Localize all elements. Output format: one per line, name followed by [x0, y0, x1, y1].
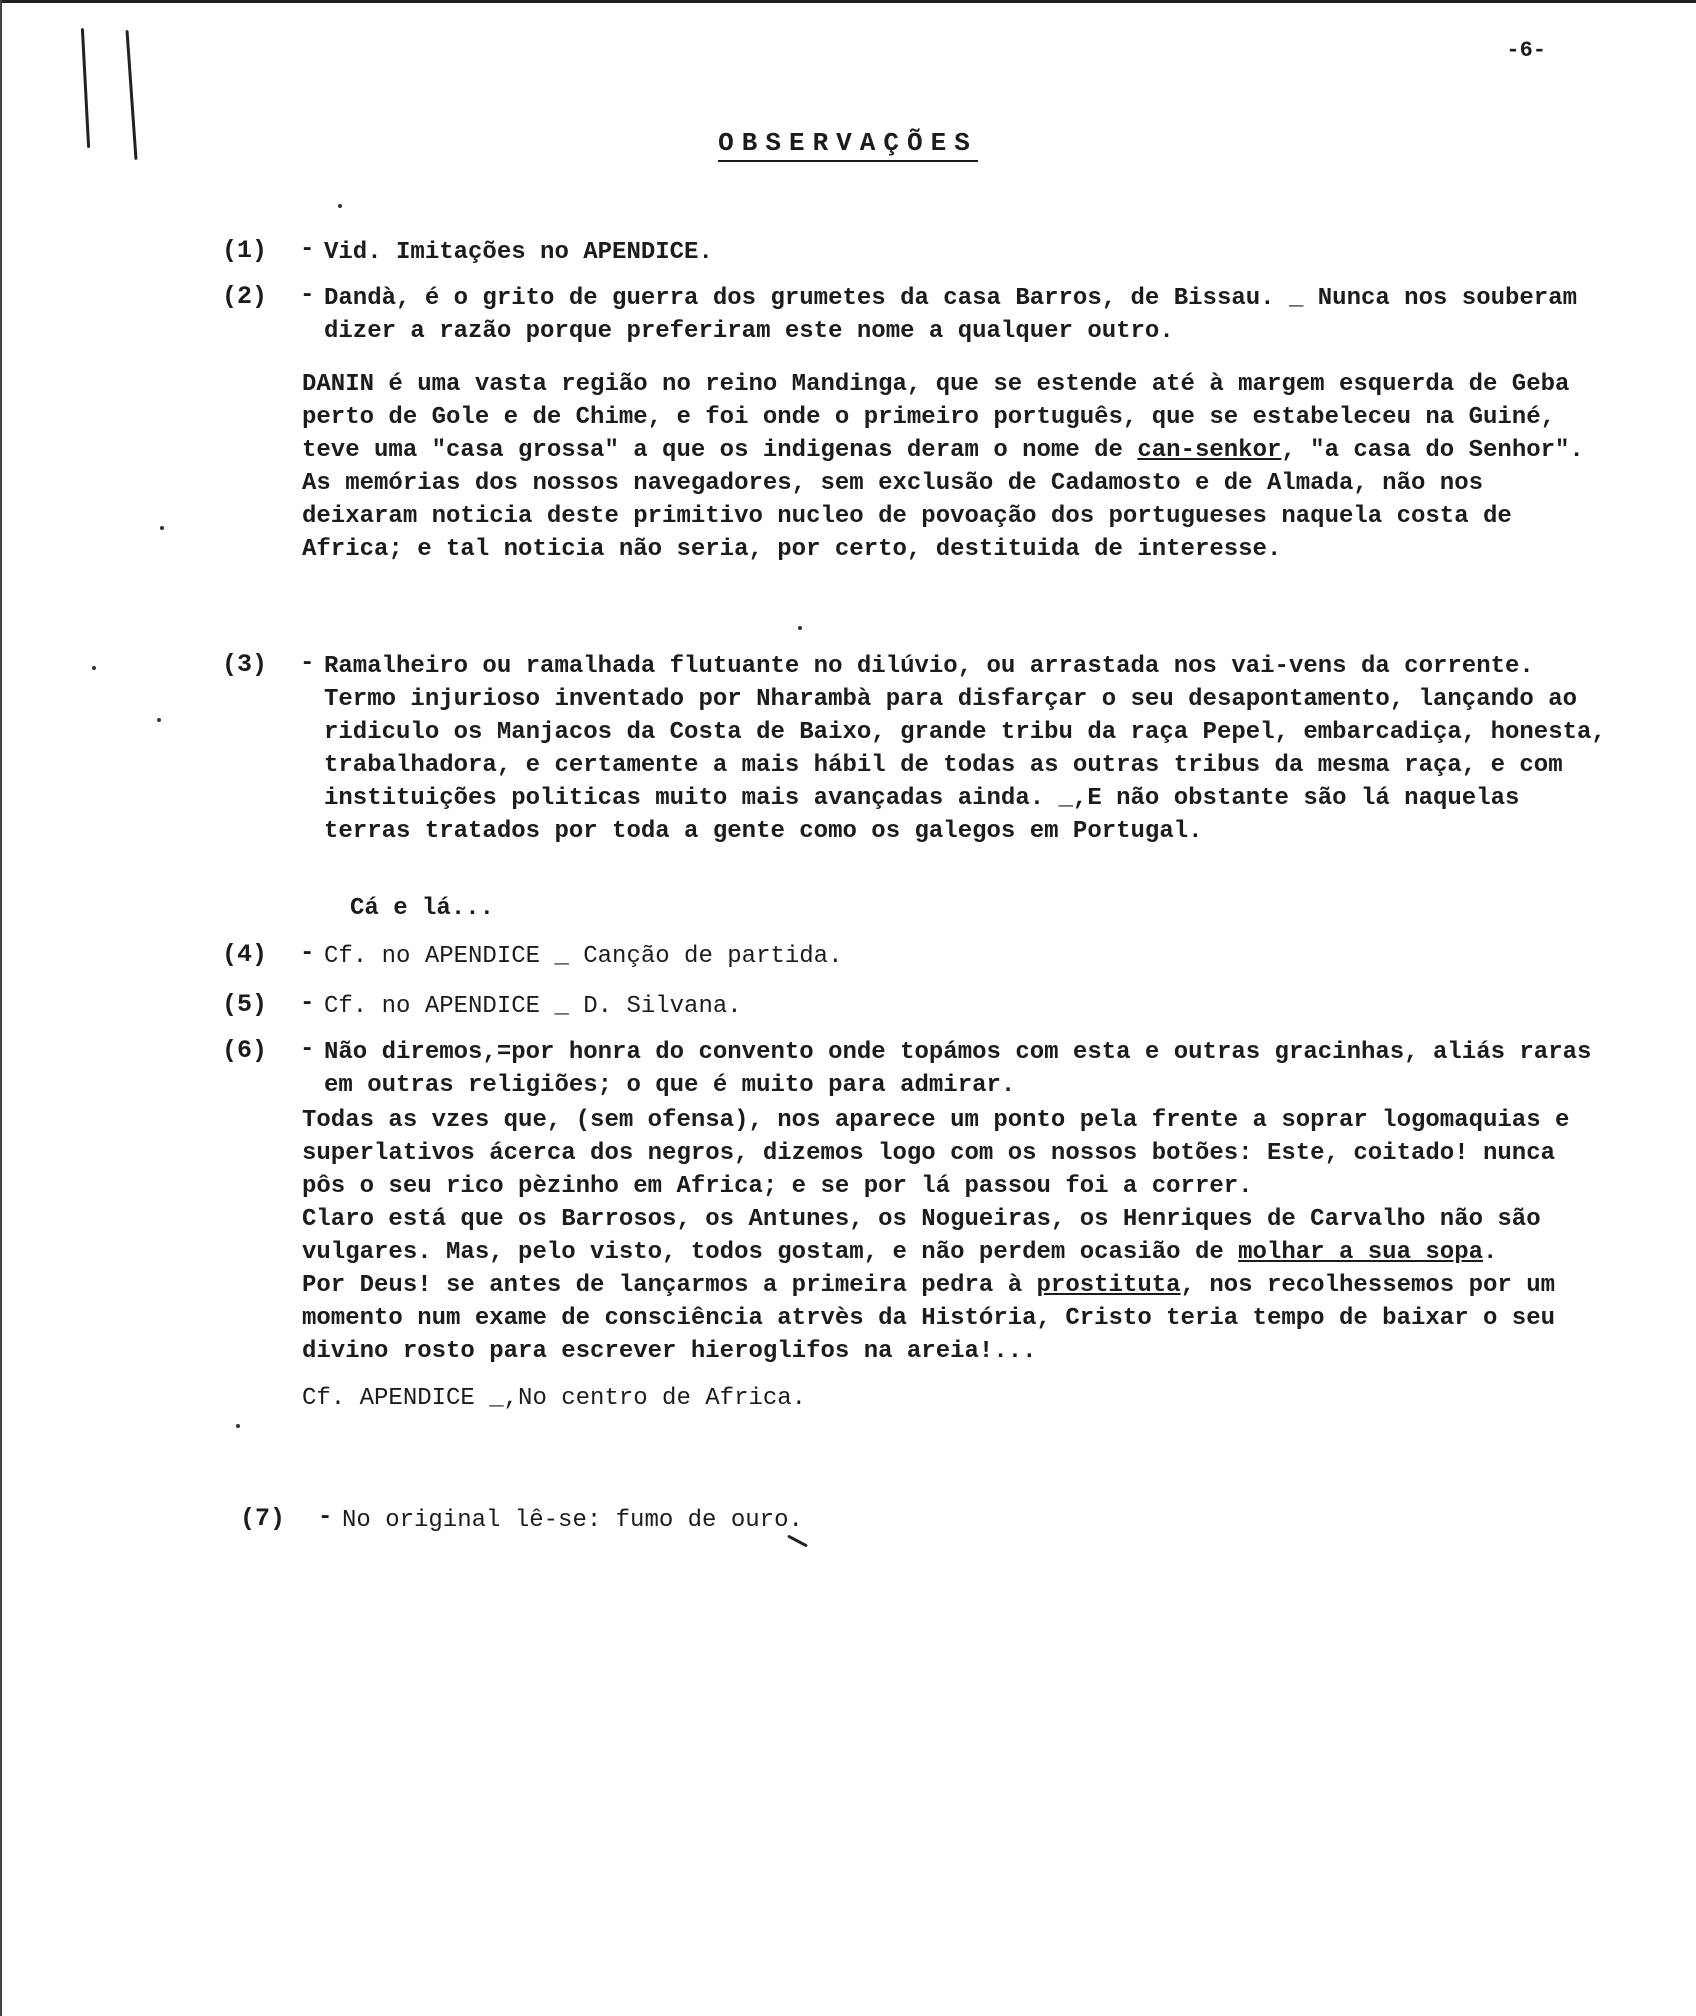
- paragraph-text: , nos recolhessemos por um momento num exame de consciência atrvès da História, Cristo teria tempo de baixar o seu divino rosto para escrever hieroglifos na areia!...: [302, 1272, 1570, 1365]
- note-number: (1): [222, 236, 268, 265]
- paragraph-text: Por Deus! se antes de lançarmos a primeira pedra à: [302, 1272, 1037, 1299]
- paragraph-text: , "a casa do Senhor".: [1281, 437, 1584, 464]
- speck: [92, 666, 96, 670]
- note-number: (3): [222, 650, 268, 679]
- paragraph-text: .: [1483, 1239, 1498, 1266]
- paragraph-text: Claro está que os Barrosos, os Antunes, os Nogueiras, os Henriques de Carvalho não são vulgares. Mas, pelo visto, todos gostam, e não perdem ocasião de: [302, 1206, 1556, 1266]
- note-7: [240, 1504, 1630, 1537]
- note-number: (5): [222, 990, 268, 1019]
- note-dash: -: [300, 990, 315, 1017]
- note-6-continuation: [302, 1104, 1612, 1415]
- note-text: Dandà, é o grito de guerra dos grumetes da casa Barros, de Bissau. _ Nunca nos souberam dizer a razão porque preferiram este nome a qualquer outro.: [324, 285, 1578, 345]
- note-6-paragraph-1: Todas as vzes que, (sem ofensa), nos aparece um ponto pela frente a soprar logomaquias e superlativos ácerca dos negros, dizemos logo com os nossos botões: Este, coitado! nunca pôs o seu rico pèzinho em Africa; e se por lá passou foi a correr.: [302, 1107, 1584, 1200]
- speck: [160, 526, 164, 530]
- paragraph-text: DANIN é uma vasta região no reino Mandinga, que se estende até à margem esquerda de Geba perto de Gole e de Chime, e foi onde o primeiro português, que se estabeleceu na Guiné, teve uma "casa grossa" a que os indigenas deram o nome de: [302, 371, 1584, 464]
- note-2-continuation: [302, 368, 1612, 566]
- note-3-continuation: [350, 892, 950, 925]
- note-dash: -: [300, 282, 315, 309]
- note-2-paragraph-2: As memórias dos nossos navegadores, sem exclusão de Cadamosto e de Almada, não nos deixaram noticia deste primitivo nucleo de povoação dos portugueses naquela costa de Africa; e tal noticia não seria, por certo, destituida de interesse.: [302, 470, 1527, 563]
- note-text: No original lê-se: fumo de ouro.: [342, 1507, 803, 1534]
- speck: [798, 626, 802, 630]
- note-5: [222, 990, 1612, 1023]
- note-number: (2): [222, 282, 268, 311]
- note-6-paragraph-2: [302, 1203, 1612, 1269]
- note-number: (6): [222, 1036, 268, 1065]
- page-number: -6-: [1506, 38, 1546, 63]
- note-number: (7): [240, 1504, 286, 1533]
- note-2-paragraph-1: [302, 368, 1612, 467]
- note-dash: -: [318, 1504, 333, 1531]
- underlined-term: prostituta: [1036, 1272, 1181, 1299]
- note-dash: -: [300, 940, 315, 967]
- page-top-edge: [0, 0, 1696, 3]
- note-text: Não diremos,=por honra do convento onde topámos com esta e outras gracinhas, aliás raras em outras religiões; o que é muito para admirar.: [324, 1039, 1592, 1099]
- speck: [236, 1424, 240, 1428]
- note-text: Vid. Imitações no APENDICE.: [324, 239, 713, 266]
- page-title-text: OBSERVAÇÕES: [718, 128, 978, 162]
- note-2: [222, 282, 1612, 348]
- speck: [338, 204, 342, 208]
- note-4: [222, 940, 1612, 973]
- note-dash: -: [300, 1036, 315, 1063]
- note-dash: -: [300, 650, 315, 677]
- note-6: [222, 1036, 1612, 1102]
- note-1: [222, 236, 1612, 269]
- page-title: [0, 128, 1696, 158]
- note-3: [222, 650, 1612, 848]
- note-3-extra-line: Cá e lá...: [350, 895, 495, 922]
- page-left-edge: [0, 0, 2, 2016]
- note-6-paragraph-3: [302, 1269, 1612, 1368]
- note-text: Cf. no APENDICE _ Canção de partida.: [324, 943, 843, 970]
- speck: [157, 718, 161, 722]
- note-text: Cf. no APENDICE _ D. Silvana.: [324, 993, 742, 1020]
- note-number: (4): [222, 940, 268, 969]
- note-dash: -: [300, 236, 315, 263]
- underlined-term: molhar a sua sopa: [1238, 1239, 1483, 1266]
- underlined-term: can-senkor: [1137, 437, 1282, 464]
- note-6-cross-reference: Cf. APENDICE _,No centro de Africa.: [302, 1385, 807, 1412]
- note-text: Ramalheiro ou ramalhada flutuante no dilúvio, ou arrastada nos vai-vens da corrente. Termo injurioso inventado por Nharambà para disfarçar o seu desapontamento, lançando ao ridiculo os Manjacos da Costa de Baixo, grande tribu da raça Pepel, embarcadiça, honesta, trabalhadora, e certamente a mais hábil de todas as outras tribus da mesma raça, e com instituições politicas muito mais avançadas ainda. _,E não obstante são lá naquelas terras tratados por toda a gente como os galegos em Portugal.: [324, 653, 1606, 845]
